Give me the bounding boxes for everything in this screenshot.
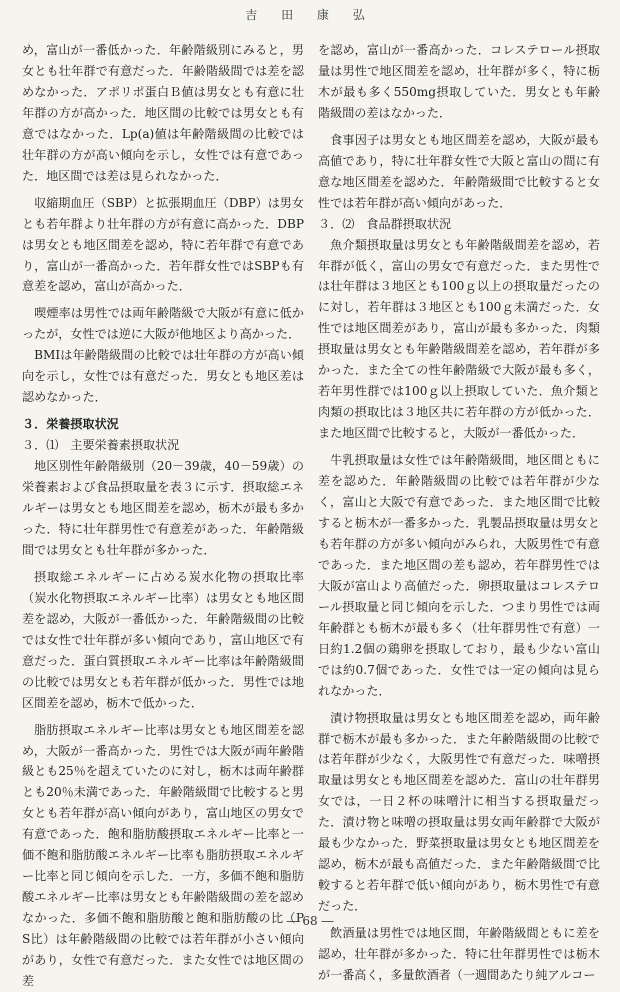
paragraph: 収縮期血圧（SBP）と拡張期血圧（DBP）は男女とも若年群より壮年群の方が有意に高かった．DBPは男女とも地区間差を認め，特に若年群で有意であり，富山が一番高かった．若年群女性ではSBPも有意差を認め，富山が高かった．	[22, 195, 304, 294]
page-number: ― 68 ―	[286, 914, 334, 928]
paragraph: 摂取総エネルギーに占める炭水化物の摂取比率（炭水化物摂取エネルギー比率）は男女とも地区間差を認め，大阪が一番低かった．年齢階級間の比較では女性で壮年群が多い傾向であり，富山地区で有意だった．蛋白質摂取エネルギー比率は年齢階級間の比較では男女とも若年群が低かった．男性では地区間差を認め，栃木で低かった．	[22, 569, 304, 710]
section-heading: ３．⑴ 主要栄養素摂取状況	[22, 438, 180, 453]
paragraph: 脂肪摂取エネルギー比率は男女とも地区間差を認め，大阪が一番高かった．男性では大阪が両年齢階級とも25％を超えていたのに対し，栃木は両年齢群とも20％未満であった．年齢階級間で比較すると男女とも若年群が高い傾向があり，富山地区の男女で有意であった．飽和脂肪酸摂取エネルギー比率と一価不飽和脂肪酸エネルギー比率も脂肪摂取エネルギー比率と同じ傾向を示した．一方，多価不飽和脂肪酸エネルギー比率は男女とも年齢階級間の差を認めなかった．多価不飽和脂肪酸と飽和脂肪酸の比（PS比）は年齢階級間の比較では若年群が小さい傾向があり，女性で有意だった．また女性では地区間の差	[22, 722, 304, 988]
paragraph: 漬け物摂取量は男女とも地区間差を認め，両年齢群で栃木が最も多かった．また年齢階級間の比較では若年群が少なく，大阪男性で有意だった．味噌摂取量は男女とも地区間差を認めた．富山の壮年群男女では，一日２杯の味噌汁に相当する摂取量だった．漬け物と味噌の摂取量は男女両年齢群で大阪が最も少なかった．野菜摂取量は男女とも地区間差を認め，栃木が最も高値だった．また年齢階級間で比較すると若年群で低い傾向があり，栃木男性で有意だった．	[318, 710, 600, 914]
paragraph: 地区別性年齢階級別（20－39歳，40－59歳）の栄養素および食品摂取量を表３に示す．摂取総エネルギーは男女とも地区間差を認め，栃木が最も多かった．特に壮年群男性で有意差があった．年齢階級間では男女とも壮年群が多かった．	[22, 459, 304, 557]
running-header-author: 吉 田 康 弘	[245, 8, 375, 22]
left-column	[22, 40, 304, 992]
right-column	[318, 40, 600, 986]
paragraph: 牛乳摂取量は女性では年齢階級間，地区間ともに差を認めた．年齢階級間の比較では若年群が少なく，富山と大阪で有意であった．また地区間で比較すると栃木が一番多かった．乳製品摂取量は男女とも若年群の方が多い傾向がみられ，大阪男性で有意であった．また地区間の差も認め，若年群男性では大阪が富山より高値だった．卵摂取量はコレステロール摂取量と同じ傾向を示した．つまり男性では両年齢群とも栃木が最も多く（壮年群男性で有意）一日約1.2個の鶏卵を摂取しており，最も少ない富山では約0.7個であった．女性では一定の傾向は見られなかった．	[318, 453, 600, 698]
paragraph: め，富山が一番低かった．年齢階級別にみると，男女とも壮年群で有意だった．年齢階級間では差を認めなかった．アポリポ蛋白Ｂ値は男女とも有意に壮年群の方が高かった．地区間の比較では男女とも有意ではなかった．Lp(a)値は年齢階級間の比較では壮年群の方が高い傾向を示し，女性では有意であった．地区間では差は見られなかった．	[22, 43, 304, 183]
paragraph: 喫煙率は男性では両年齢階級で大阪が有意に低かったが，女性では逆に大阪が他地区より高かった．	[22, 306, 304, 342]
paragraph: 魚介類摂取量は男女とも年齢階級間差を認め，若年群が低く，富山の男女で有意だった．また男性では壮年群は３地区とも100ｇ以上の摂取量だったのに対し，若年群は３地区とも100ｇ未満だった．女性では地区間差があり，富山が最も多かった．肉類摂取量は男女とも年齢階級間差を認め，若年群が多かった．また全ての性年齢階級で大阪が最も多く，若年男性群では100ｇ以上摂取していた．魚介類と肉類の摂取比は３地区共に若年群の方が低かった．また地区間で比較すると，大阪が一番低かった．	[318, 237, 600, 441]
paragraph: 食事因子は男女とも地区間差を認め，大阪が最も高値であり，特に壮年群女性で大阪と富山の間に有意な地区間差を認めた．年齢階級間で比較すると女性では若年群が高い傾向があった．	[318, 132, 600, 210]
paragraph: BMIは年齢階級間の比較では壮年群の方が高い傾向を示し，女性では有意だった．男女とも地区差は認めなかった．	[22, 348, 304, 405]
section-heading: ３．栄養摂取状況	[22, 417, 119, 432]
section-heading: ３．⑵ 食品群摂取状況	[318, 216, 452, 231]
paragraph: を認め，富山が一番高かった．コレステロール摂取量は男性で地区間差を認め，壮年群が多く，特に栃木が最も多く550mg摂取していた．男女とも年齢階級間の差はなかった．	[318, 43, 600, 120]
paragraph: 飲酒量は男性では地区間，年齢階級間ともに差を認め，壮年群が多かった．特に壮年群男性では栃木が一番高く，多量飲酒者（一週間あたり純アルコー	[318, 926, 600, 982]
